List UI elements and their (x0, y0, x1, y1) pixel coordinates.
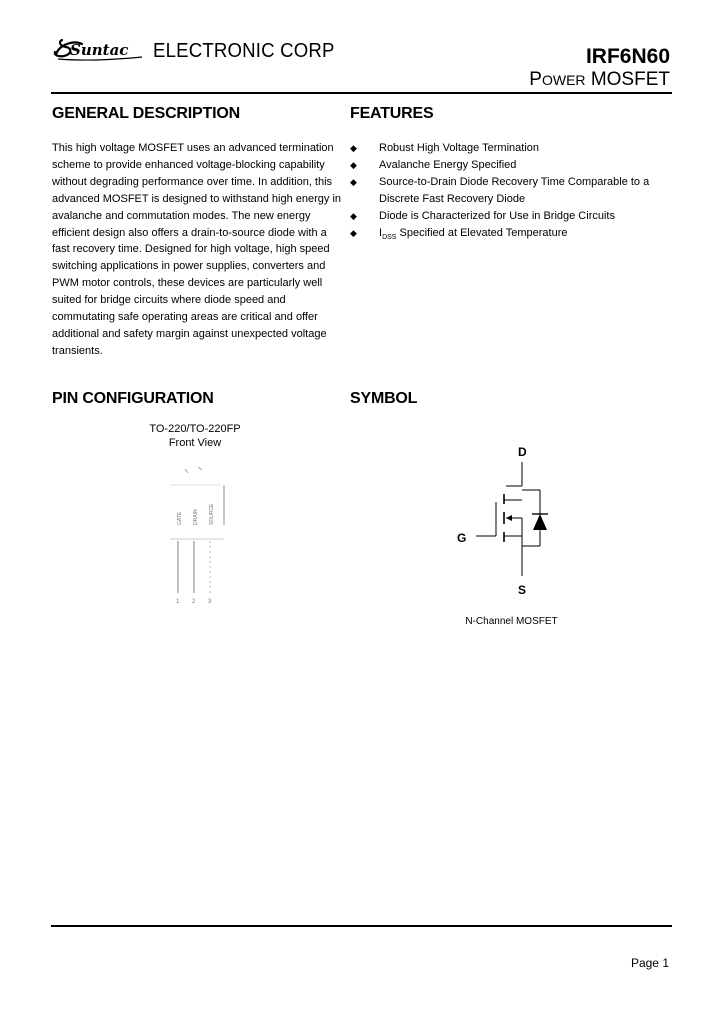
feature-text: Avalanche Energy Specified (379, 158, 517, 171)
pin-name-drain: DRAIN (193, 509, 199, 525)
package-drawing (120, 455, 270, 615)
desc-line: PWM motor controls, these devices are particularly well (52, 277, 323, 290)
product-subtitle (529, 69, 670, 91)
feature-text: Source-to-Drain Diode Recovery Time Comparable to a (379, 175, 650, 188)
desc-line: suited for bridge circuits where diode speed and (52, 294, 286, 307)
package-label (120, 422, 270, 450)
feature-item (350, 225, 680, 247)
pin-number-2: 2 (192, 599, 196, 605)
subtitle-small-caps: OWER (541, 72, 586, 88)
bullet-icon: ◆ (350, 176, 357, 187)
bullet-icon: ◆ (350, 143, 357, 153)
feature-continuation: Discrete Fast Recovery Diode (379, 192, 526, 205)
bullet-icon: ◆ (350, 159, 357, 170)
features-title: FEATURES (350, 105, 434, 122)
pin-number-1: 1 (176, 599, 180, 605)
desc-line: switching applications in power supplies, converters and (52, 260, 326, 273)
pin-number-3: 3 (208, 599, 212, 605)
desc-line: transients. (52, 344, 103, 357)
features-list (350, 140, 680, 247)
feature-text: Robust High Voltage Termination (379, 142, 540, 154)
idss-text: Specified at Elevated Temperature (396, 226, 568, 239)
feature-item (350, 174, 680, 191)
part-number: IRF6N60 (585, 45, 670, 68)
package-view: Front View (168, 437, 222, 449)
bullet-icon: ◆ (350, 210, 357, 221)
feature-item (350, 140, 680, 157)
desc-line: advanced MOSFET is designed to withstand high energy in (52, 192, 342, 205)
pin-configuration-title: PIN CONFIGURATION (52, 390, 214, 407)
bullet-icon: ◆ (350, 227, 357, 238)
general-description-title: GENERAL DESCRIPTION (52, 105, 240, 122)
idss-symbol: I (379, 226, 383, 239)
desc-line: without degrading performance over time. In addition, this (52, 175, 333, 188)
package-name: TO-220/TO-220FP (149, 423, 241, 435)
symbol-title: SYMBOL (350, 390, 418, 407)
symbol-caption: N-Channel MOSFET (465, 616, 558, 627)
logo-text: Suntac (70, 41, 129, 59)
page-number: Page 1 (630, 956, 669, 970)
suntac-logo (52, 30, 147, 66)
feature-item (350, 208, 680, 225)
desc-line: commutating safe operating areas are critical and offer (52, 311, 318, 324)
subtitle-word2: MOSFET (590, 69, 670, 90)
gate-label: G (457, 531, 467, 545)
feature-text (379, 225, 567, 247)
footer-rule (51, 925, 672, 927)
pin-name-gate: GATE (177, 511, 183, 525)
desc-line: additional and safety margin against unexpected voltage (52, 327, 327, 340)
desc-line: This high voltage MOSFET uses an advanced termination (52, 142, 334, 154)
desc-line: efficient design also offers a drain-to-source diode with a (52, 226, 327, 239)
source-label: S (518, 583, 527, 597)
drain-label: D (518, 445, 527, 459)
mosfet-symbol (440, 440, 570, 600)
feature-text: Diode is Characterized for Use in Bridge Circuits (379, 209, 615, 222)
company-name: ELECTRONIC CORP (153, 40, 335, 62)
desc-line: scheme to provide enhanced voltage-blocking capability (52, 158, 325, 171)
subtitle-cap: P (529, 69, 542, 90)
desc-line: fast recovery time. Designed for high voltage, high speed (52, 243, 330, 256)
desc-line: avalanche and commutation modes. The new energy (52, 209, 311, 222)
general-description-text (52, 140, 352, 360)
header-rule (51, 92, 672, 94)
feature-item (350, 157, 680, 174)
pin-name-source: SOURCE (209, 503, 215, 525)
idss-subscript: DSS (382, 233, 397, 241)
